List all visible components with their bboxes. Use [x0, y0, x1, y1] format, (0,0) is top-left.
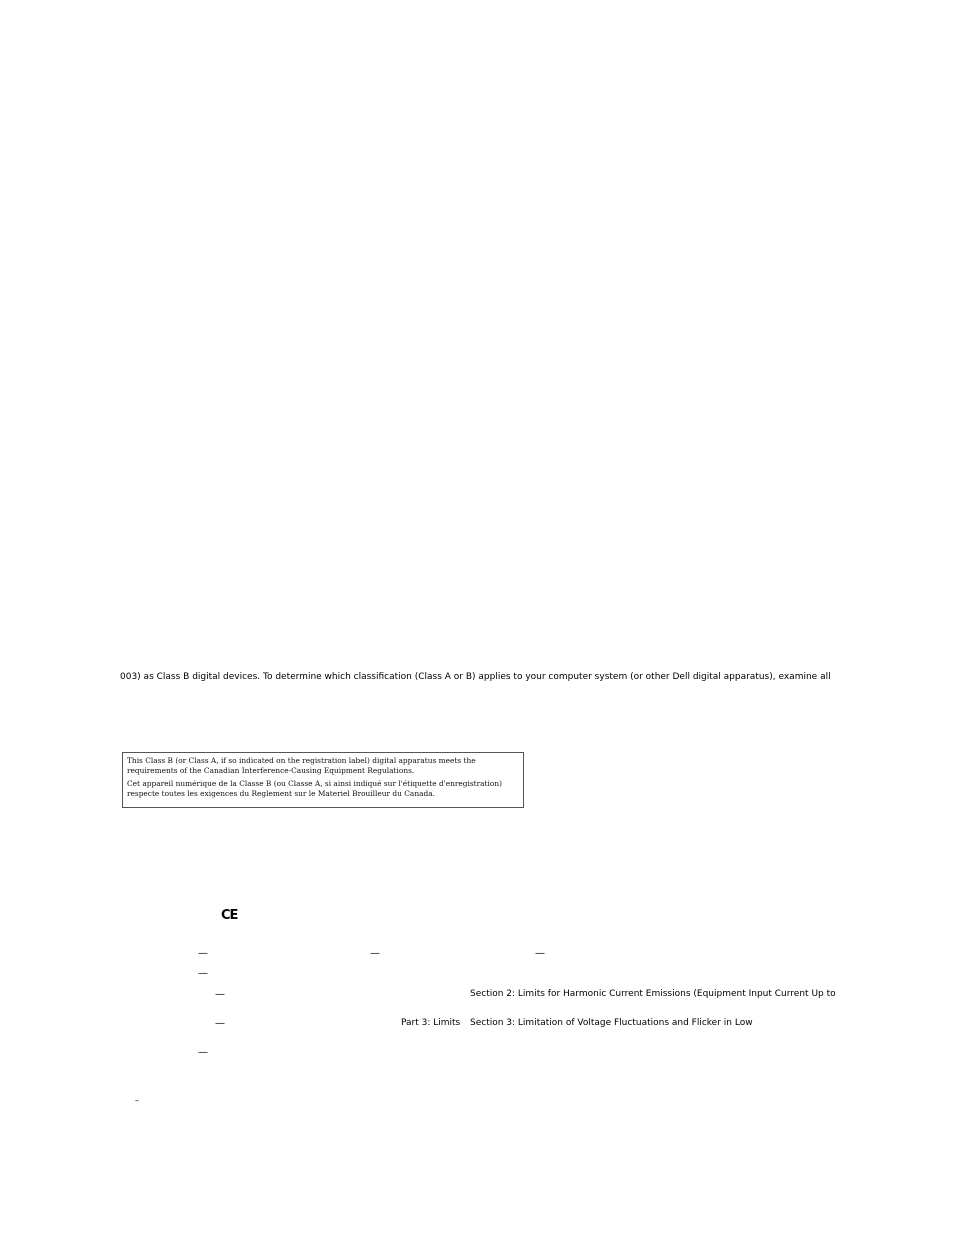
canada-notice-french: Cet appareil numérique de la Classe B (ou Classe A, si ainsi indiqué sur l'étiquette d'enregistration) respecte toutes les exigences du Reglement sur le Materiel Brouilleur du Canada. [127, 779, 502, 798]
harmonic-section-text: Section 2: Limits for Harmonic Current Emissions (Equipment Input Current Up to [470, 989, 836, 999]
list-dash: — [215, 989, 225, 1000]
classification-text: 003) as Class B digital devices. To determine which classification (Class A or B) applies to your computer system (or other Dell digital apparatus), examine all [120, 672, 831, 682]
ce-mark-logo: CE [221, 908, 238, 923]
list-dash: — [198, 968, 208, 979]
part3-label: Part 3: Limits [401, 1018, 461, 1028]
list-dash: — [198, 1047, 208, 1058]
small-dash: – [135, 1096, 139, 1105]
canada-notice-english: This Class B (or Class A, if so indicated on the registration label) digital apparatus meets the requirements of the Canadian Interference-Causing Equipment Regulations. [127, 756, 476, 775]
list-dash: — [198, 948, 208, 959]
list-dash: — [215, 1018, 225, 1029]
list-dash: — [370, 948, 380, 959]
list-dash: — [535, 948, 545, 959]
canada-notice-box [122, 752, 524, 808]
flicker-section-text: Section 3: Limitation of Voltage Fluctuations and Flicker in Low [470, 1018, 753, 1028]
